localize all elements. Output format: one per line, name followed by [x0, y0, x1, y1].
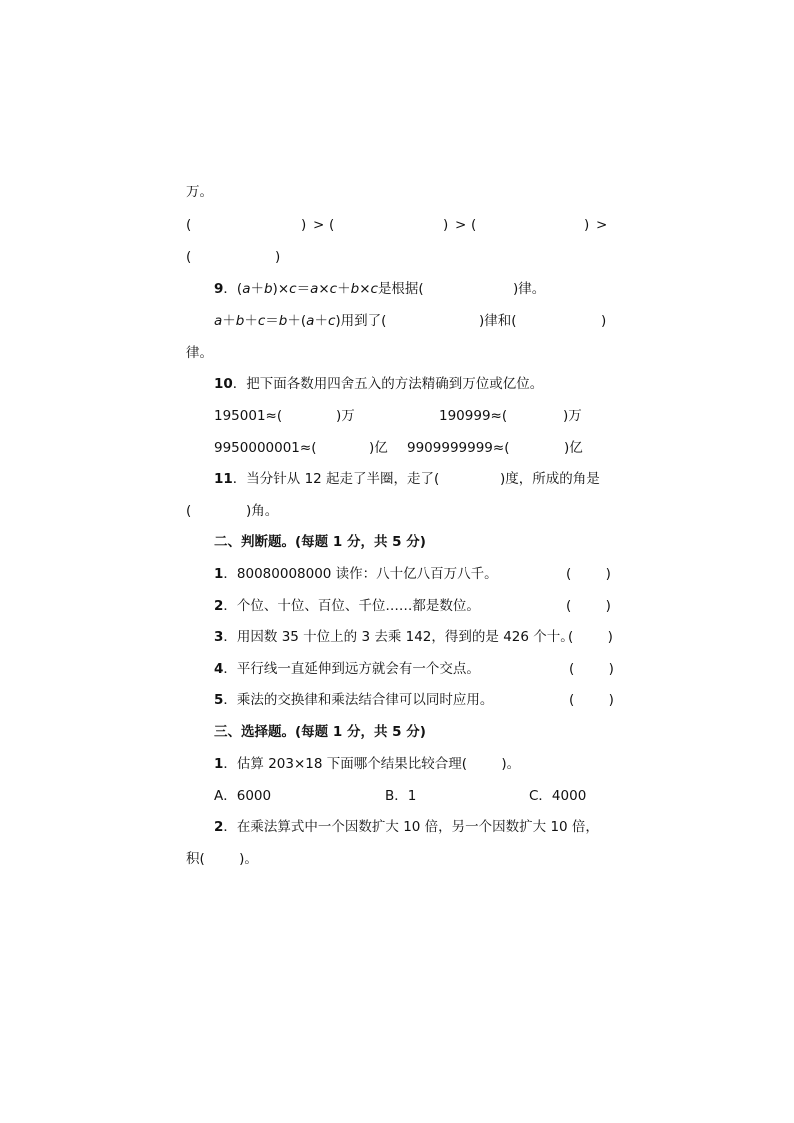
paren-open-3: ( [471, 217, 477, 233]
paren-open-4: ( [186, 249, 192, 265]
paren-close-4: ) [275, 249, 281, 265]
op: × [359, 281, 371, 297]
q9-number: 9 [214, 281, 224, 297]
judge-number: 5 [214, 692, 224, 708]
text-wan: 万。 [186, 184, 213, 200]
paren-close-1: ) [301, 217, 307, 233]
q11-text: ．当分针从 12 起走了半圈，走了( [232, 471, 440, 487]
op: ＋ [222, 313, 236, 329]
op: ＝ [265, 313, 279, 329]
judge-number: 2 [214, 598, 224, 614]
option-c[interactable]: C．4000 [529, 788, 587, 804]
q9-line1-end: )律。 [513, 281, 546, 297]
var-c: c [370, 281, 378, 297]
section3-title: 三、选择题。(每题 1 分，共 5 分) [214, 724, 426, 740]
op: ＋( [287, 313, 307, 329]
judge-item-5 [214, 691, 493, 709]
q11-line1 [214, 470, 439, 488]
q9-text: ．( [223, 281, 243, 297]
judge-number: 3 [214, 629, 224, 645]
var-c: c [327, 313, 336, 329]
op: ＋ [250, 281, 264, 297]
op: × [318, 281, 330, 297]
choice-text: ．在乘法算式中一个因数扩大 10 倍，另一个因数扩大 10 倍， [223, 819, 599, 835]
q9-line2-mid: )律和( [479, 313, 517, 329]
choice-q2-line2: 积( )。 [186, 851, 258, 867]
op: ＋ [244, 313, 258, 329]
judge-text: ．平行线一直延伸到远方就会有一个交点。 [223, 661, 480, 677]
judge-answer-1[interactable]: ( ) [566, 566, 611, 582]
gt-sign-1: > [313, 217, 325, 233]
choice-q2 [214, 818, 599, 836]
q10-stem [214, 375, 543, 393]
q10-item-4: 9909999999≈( [407, 440, 510, 456]
var-b: b [350, 281, 360, 297]
var-a: a [242, 281, 251, 297]
judge-number: 1 [214, 566, 224, 582]
q10-unit-4: )亿 [564, 440, 583, 456]
q10-item-1: 195001≈( [214, 408, 283, 424]
var-b: b [235, 313, 245, 329]
judge-item-2 [214, 597, 480, 615]
judge-answer-3[interactable]: ( ) [568, 629, 613, 645]
judge-text: ．80080008000 读作：八十亿八百万八千。 [223, 566, 498, 582]
option-a[interactable]: A．6000 [214, 788, 272, 804]
q10-text: ．把下面各数用四舍五入的方法精确到万位或亿位。 [232, 376, 544, 392]
var-c: c [257, 313, 266, 329]
paren-close-3: ) [584, 217, 590, 233]
choice-number: 1 [214, 756, 224, 772]
q11-line1-end: )度，所成的角是 [500, 471, 600, 487]
q10-unit-1: )万 [336, 408, 355, 424]
q9-line1 [214, 280, 424, 298]
var-a: a [310, 281, 319, 297]
choice-text: ．估算 203×18 下面哪个结果比较合理( )。 [223, 756, 521, 772]
judge-text: ．用因数 35 十位上的 3 去乘 142，得到的是 426 个十。 [223, 629, 574, 645]
paren-open-2: ( [329, 217, 335, 233]
q9-text: )用到了( [335, 313, 387, 329]
paren-close-2: ) [443, 217, 449, 233]
q9-text: 是根据( [377, 281, 424, 297]
section2-title: 二、判断题。(每题 1 分，共 5 分) [214, 534, 426, 550]
var-a: a [214, 313, 223, 329]
var-c: c [329, 281, 338, 297]
var-c: c [289, 281, 297, 297]
op: ＝ [296, 281, 311, 297]
gt-sign-3: > [596, 217, 608, 233]
q10-item-3: 9950000001≈( [214, 440, 317, 456]
op: ＋ [337, 281, 351, 297]
q9-line2 [214, 312, 386, 330]
q11-number: 11 [214, 471, 233, 487]
judge-number: 4 [214, 661, 224, 677]
q10-item-2: 190999≈( [439, 408, 508, 424]
judge-item-3 [214, 628, 574, 646]
judge-answer-5[interactable]: ( ) [569, 692, 614, 708]
var-a: a [306, 313, 315, 329]
var-b: b [263, 281, 273, 297]
q10-unit-3: )亿 [369, 440, 388, 456]
q9-line3: 律。 [186, 345, 213, 361]
judge-answer-4[interactable]: ( ) [569, 661, 614, 677]
paren-open-1: ( [186, 217, 192, 233]
option-b[interactable]: B．1 [385, 788, 417, 804]
q9-line2-close: ) [601, 313, 607, 329]
judge-text: ．个位、十位、百位、千位……都是数位。 [223, 598, 480, 614]
q11-paren-open: ( [186, 503, 192, 519]
judge-answer-2[interactable]: ( ) [566, 598, 611, 614]
gt-sign-2: > [455, 217, 467, 233]
op: ＋ [314, 313, 328, 329]
choice-number: 2 [214, 819, 224, 835]
q11-line2: )角。 [246, 503, 279, 519]
q10-number: 10 [214, 376, 233, 392]
op: )× [272, 281, 290, 297]
judge-text: ．乘法的交换律和乘法结合律可以同时应用。 [223, 692, 494, 708]
var-b: b [278, 313, 288, 329]
judge-item-4 [214, 660, 480, 678]
q10-unit-2: )万 [563, 408, 582, 424]
choice-q1 [214, 755, 520, 773]
judge-item-1 [214, 565, 498, 583]
